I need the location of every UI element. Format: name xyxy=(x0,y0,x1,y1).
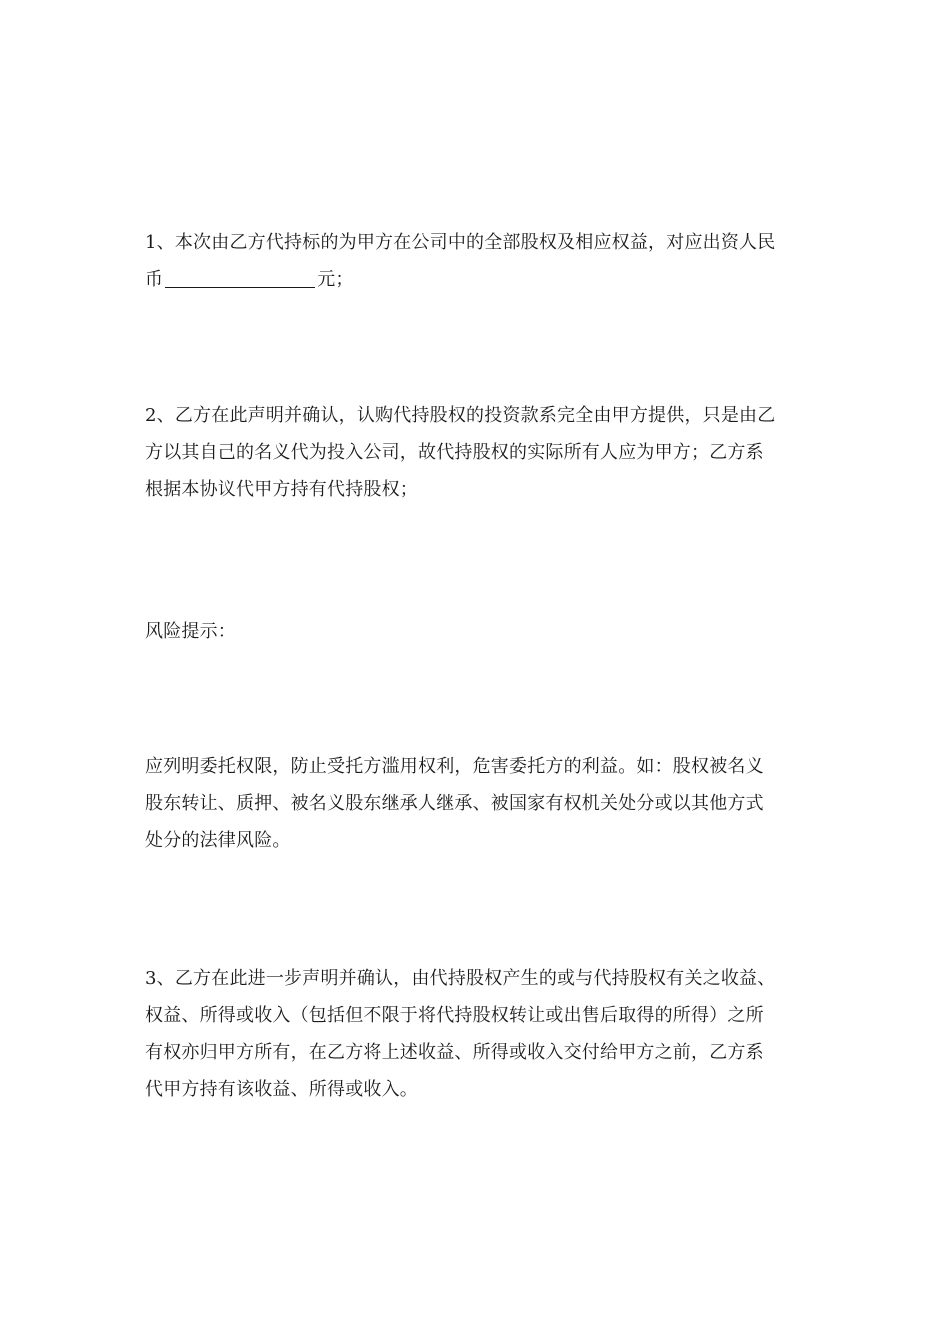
risk-note-line-2: 股东转让、质押、被名义股东继承人继承、被国家有权机关处分或以其他方式 xyxy=(145,793,764,814)
risk-note xyxy=(145,748,810,859)
clause-2-line-1: 2、乙方在此声明并确认，认购代持股权的投资款系完全由甲方提供，只是由乙 xyxy=(145,405,776,426)
clause-1-line-1: 1、本次由乙方代持标的为甲方在公司中的全部股权及相应权益，对应出资人民 xyxy=(145,232,776,253)
clause-3-line-3: 有权亦归甲方所有，在乙方将上述收益、所得或收入交付给甲方之前，乙方系 xyxy=(145,1042,764,1063)
clause-3-line-2: 权益、所得或收入（包括但不限于将代持股权转让或出售后取得的所得）之所 xyxy=(145,1005,764,1026)
clause-3-line-1: 3、乙方在此进一步声明并确认，由代持股权产生的或与代持股权有关之收益、 xyxy=(145,968,776,989)
risk-note-line-3: 处分的法律风险。 xyxy=(145,830,291,851)
risk-heading-text: 风险提示： xyxy=(145,621,236,642)
clause-2-line-2: 方以其自己的名义代为投入公司，故代持股权的实际所有人应为甲方；乙方系 xyxy=(145,442,764,463)
clause-2-line-3: 根据本协议代甲方持有代持股权； xyxy=(145,479,418,500)
clause-1-line-2 xyxy=(145,261,810,298)
currency-label: 币 xyxy=(145,269,164,290)
currency-unit: 元； xyxy=(317,269,354,290)
risk-note-line-1: 应列明委托权限，防止受托方滥用权利，危害委托方的利益。如：股权被名义 xyxy=(145,756,764,777)
clause-1 xyxy=(145,224,810,298)
clause-3 xyxy=(145,960,810,1108)
amount-blank xyxy=(165,267,315,288)
clause-2 xyxy=(145,397,810,508)
clause-3-line-4: 代甲方持有该收益、所得或收入。 xyxy=(145,1079,418,1100)
risk-heading xyxy=(145,613,810,650)
